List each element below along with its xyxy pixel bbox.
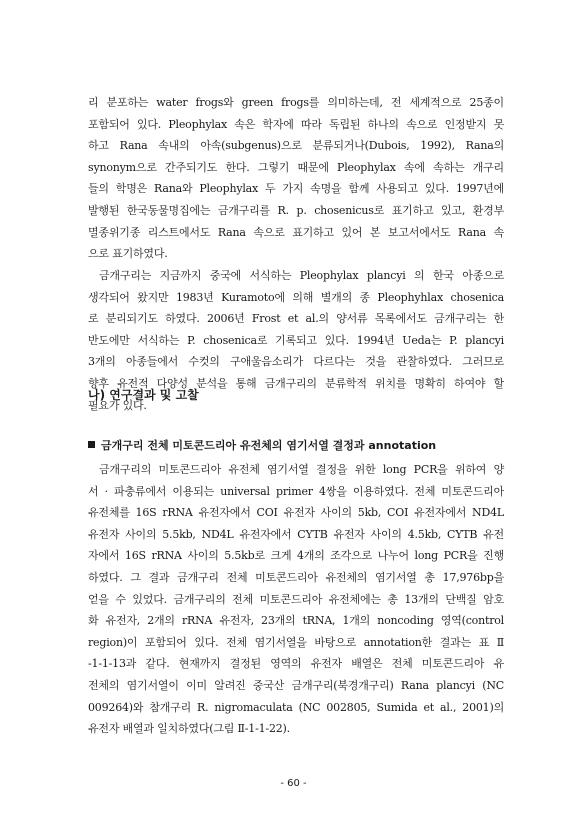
text-line: 으로 표기하였다.: [88, 247, 168, 261]
text-line: 화 유전자, 2개의 rRNA 유전자, 23개의 tRNA, 1개의 noncoding 영역(control: [88, 614, 504, 628]
text-line: 향후 유전적 다양성 분석을 통해 금개구리의 분류학적 위치를 명확히 하여야 할: [88, 376, 504, 390]
text-line: 필요가 있다.: [88, 398, 147, 412]
text-line: 하였다. 그 결과 금개구리 전체 미토콘드리아 유전체의 염기서열 총 17,976bp을: [88, 570, 504, 584]
text-line: 유전체를 16S rRNA 유전자에서 COI 유전자 사이의 5kb, COI 유전자에서 ND4L: [88, 506, 504, 520]
text-line: 금개구리는 지금까지 중국에 서식하는 Pleophylax plancyi 의 한국 아종으로: [99, 269, 504, 282]
text-line: 멸종위기종 리스트에서도 Rana 속으로 표기하고 있어 본 보고서에서도 Rana 속: [88, 225, 504, 239]
text-line: 얻을 수 있었다. 금개구리의 전체 미토콘드리아 유전체에는 총 13개의 단백질 암호: [88, 592, 504, 606]
text-line: synonym으로 간주되기도 한다. 그렇기 때문에 Pleophylax 속에 속하는 개구리: [88, 160, 504, 174]
subsection-heading-text: 금개구리 전체 미토콘드리아 유전체의 염기서열 결정과 annotation: [101, 439, 437, 452]
text-line: region)이 포함되어 있다. 전체 염기서열을 바탕으로 annotation한 결과는 표 Ⅱ: [88, 635, 504, 649]
paragraph-genus-classification: [88, 92, 504, 265]
page-number: - 60 -: [280, 778, 307, 789]
text-line: 로 분리되기도 하였다. 2006년 Frost et al.의 양서류 목록에서도 금개구리는 한: [88, 312, 504, 326]
text-line: 3개의 아종들에서 수컷의 구애울음소리가 다르다는 것을 관찰하였다. 그러므로: [88, 355, 504, 369]
subsection-heading: [88, 437, 436, 453]
text-line: 유전자 배열과 일치하였다(그림 Ⅱ-1-1-22).: [88, 722, 290, 736]
text-line: 유전자 사이의 5.5kb, ND4L 유전자에서 CYTB 유전자 사이의 4.5kb, CYTB 유전: [88, 527, 504, 541]
section-heading: 나) 연구결과 및 고찰: [88, 388, 199, 402]
text-line: 생각되어 왔지만 1983년 Kuramoto에 의해 별개의 종 Pleophyhlax chosenica: [88, 290, 504, 304]
bullet-square-icon: [88, 441, 95, 448]
text-line: 금개구리의 미토콘드리아 유전체 염기서열 결정을 위한 long PCR을 위하여 양: [99, 463, 504, 476]
text-line: 서 · 파충류에서 이용되는 universal primer 4쌍을 이용하였다. 전체 미토콘드리아: [88, 484, 504, 498]
paragraph-mitochondrial-results: [88, 459, 504, 740]
text-line: 009264)와 참개구리 R. nigromaculata (NC 002805, Sumida et al., 2001)의: [88, 700, 504, 714]
text-line: 하고 Rana 속내의 아속(subgenus)으로 분류되거나(Dubois, 1992), Rana의: [88, 139, 504, 153]
text-line: 리 분포하는 water frogs와 green frogs를 의미하는데, 전 세계적으로 25종이: [88, 96, 504, 109]
text-line: 들의 학명은 Rana와 Pleophylax 두 가지 속명을 함께 사용되고 있다. 1997년에: [88, 182, 504, 196]
text-line: 포함되어 있다. Pleophylax 속은 학자에 따라 독립된 하나의 속으로 인정받지 못: [88, 117, 504, 131]
text-line: 자에서 16S rRNA 사이의 5.5kb로 크게 4개의 조각으로 나누어 long PCR을 진행: [88, 549, 504, 563]
text-line: -1-1-13과 같다. 현재까지 결정된 영역의 유전자 배열은 전체 미토콘드리아 유: [88, 657, 504, 671]
text-line: 전체의 염기서열이 이미 알려진 중국산 금개구리(북경개구리) Rana plancyi (NC: [88, 678, 504, 692]
text-line: 발행된 한국동물명집에는 금개구리를 R. p. chosenicus로 표기하고 있고, 환경부: [88, 203, 504, 217]
text-line: 반도에만 서식하는 P. chosenica로 기록되고 있다. 1994년 Ueda는 P. plancyi: [88, 333, 504, 347]
